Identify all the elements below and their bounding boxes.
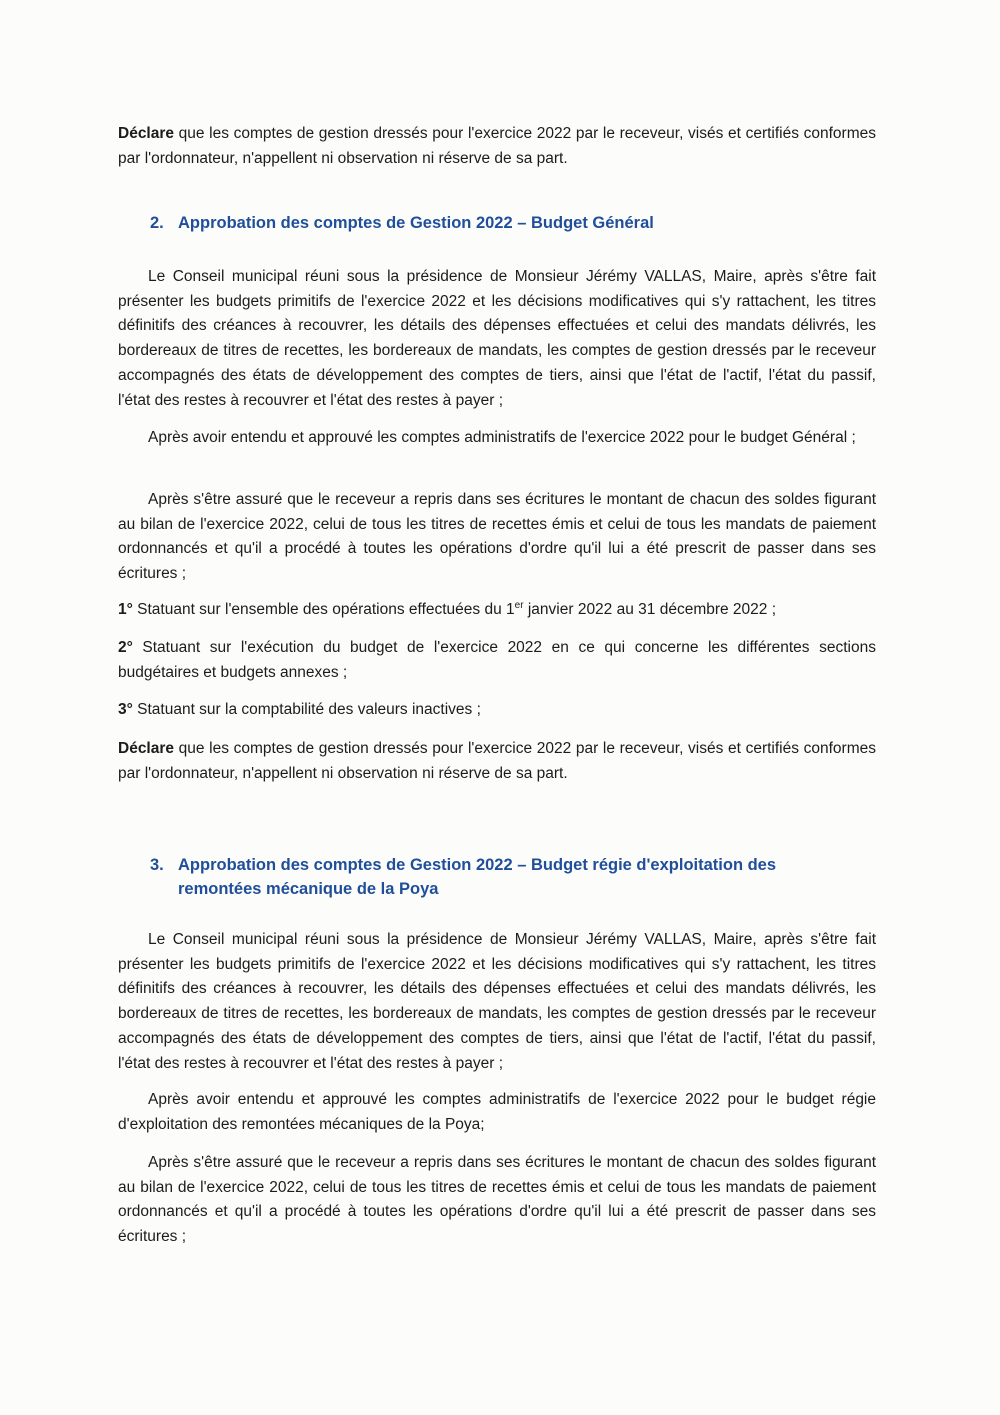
section-3-title-line-2: remontées mécanique de la Poya [178,880,439,898]
declaration-paragraph [118,122,876,171]
section-2-heading [150,211,850,235]
section-3-paragraph-1: Le Conseil municipal réuni sous la présidence de Monsieur Jérémy VALLAS, Maire, après s'être fait présenter les budgets primitifs de l'exercice 2022 et les décisions modificatives qui s'y rattachent, les titres définitifs des créances à recouvrer, les détails des dépenses effectuées et celui des mandats délivrés, les bordereaux de titres de recettes, les bordereaux de mandats, les comptes de gestion dressés par le receveur accompagnés des états de développement des comptes de tiers, ainsi que l'état de l'actif, l'état du passif, l'état des restes à recouvrer et l'état des restes à payer ; [118,931,876,1072]
item-1-number: 1° [118,601,133,618]
section-3-paragraph-2: Après avoir entendu et approuvé les comptes administratifs de l'exercice 2022 pour le budget régie d'exploitation des remontées mécaniques de la Poya; [118,1091,876,1133]
section-2-number: 2. [150,214,164,232]
section-2-paragraph-2: Après avoir entendu et approuvé les comptes administratifs de l'exercice 2022 pour le budget Général ; [148,429,856,446]
item-3-text: Statuant sur la comptabilité des valeurs inactives ; [132,701,481,718]
section-2-paragraph-1: Le Conseil municipal réuni sous la présidence de Monsieur Jérémy VALLAS, Maire, après s'être fait présenter les budgets primitifs de l'exercice 2022 et les décisions modificatives qui s'y rattachent, les titres définitifs des créances à recouvrer, les détails des dépenses effectuées et celui des mandats délivrés, les bordereaux de titres de recettes, les bordereaux de mandats, les comptes de gestion dressés par le receveur accompagnés des états de développement des comptes de tiers, ainsi que l'état de l'actif, l'état du passif, l'état des restes à recouvrer et l'état des restes à payer ; [118,268,876,409]
item-1-text-a: Statuant sur l'ensemble des opérations effectuées du 1 [132,601,515,618]
section-2-intro [118,265,876,413]
section-2-approval [118,426,876,451]
section-3-assurance [118,1151,876,1250]
section-3-heading [150,853,850,901]
section-3-paragraph-3: Après s'être assuré que le receveur a repris dans ses écritures le montant de chacun des soldes figurant au bilan de l'exercice 2022, celui de tous les titres de recettes émis et celui de tous les mandats de paiement ordonnancés et qu'il a procédé à toutes les opérations d'ordre qu'il lui a été prescrit de passer dans ses écritures ; [118,1154,876,1246]
item-1-line [118,598,876,623]
declare-keyword-2: Déclare [118,740,175,757]
section-2-paragraph-3: Après s'être assuré que le receveur a repris dans ses écritures le montant de chacun des soldes figurant au bilan de l'exercice 2022, celui de tous les titres de recettes émis et celui de tous les mandats de paiement ordonnancés et qu'il a procédé à toutes les opérations d'ordre qu'il lui a été prescrit de passer dans ses écritures ; [118,491,876,583]
item-2-number: 2° [118,639,133,656]
section-3-approval [118,1088,876,1137]
section-2-item-1 [118,598,876,623]
item-1-text-b: janvier 2022 au 31 décembre 2022 ; [523,601,777,618]
item-2-text: Statuant sur l'exécution du budget de l'exercice 2022 en ce qui concerne les différentes sections budgétaires et budgets annexes ; [118,639,876,681]
item-3-line [118,698,876,723]
section-3-number: 3. [150,856,164,874]
item-2-line [118,636,876,685]
section-2-assurance [118,488,876,587]
section-2-item-3 [118,698,876,723]
item-3-number: 3° [118,701,133,718]
section-3-intro [118,928,876,1076]
declaration-paragraph-2 [118,737,876,786]
declaration-text-2: que les comptes de gestion dressés pour l'exercice 2022 par le receveur, visés et certifiés conformes par l'ordonnateur, n'appellent ni observation ni réserve de sa part. [118,740,876,782]
declaration-block-2 [118,737,876,786]
declaration-text: que les comptes de gestion dressés pour l'exercice 2022 par le receveur, visés et certifiés conformes par l'ordonnateur, n'appellent ni observation ni réserve de sa part. [118,125,876,167]
item-1-superscript: er [514,600,524,611]
declare-keyword: Déclare [118,125,175,142]
section-3-title-line-1: Approbation des comptes de Gestion 2022 – Budget régie d'exploitation des [178,856,777,874]
section-2-title: Approbation des comptes de Gestion 2022 – Budget Général [178,214,654,232]
section-2-item-2 [118,636,876,685]
declaration-block-1 [118,122,876,171]
